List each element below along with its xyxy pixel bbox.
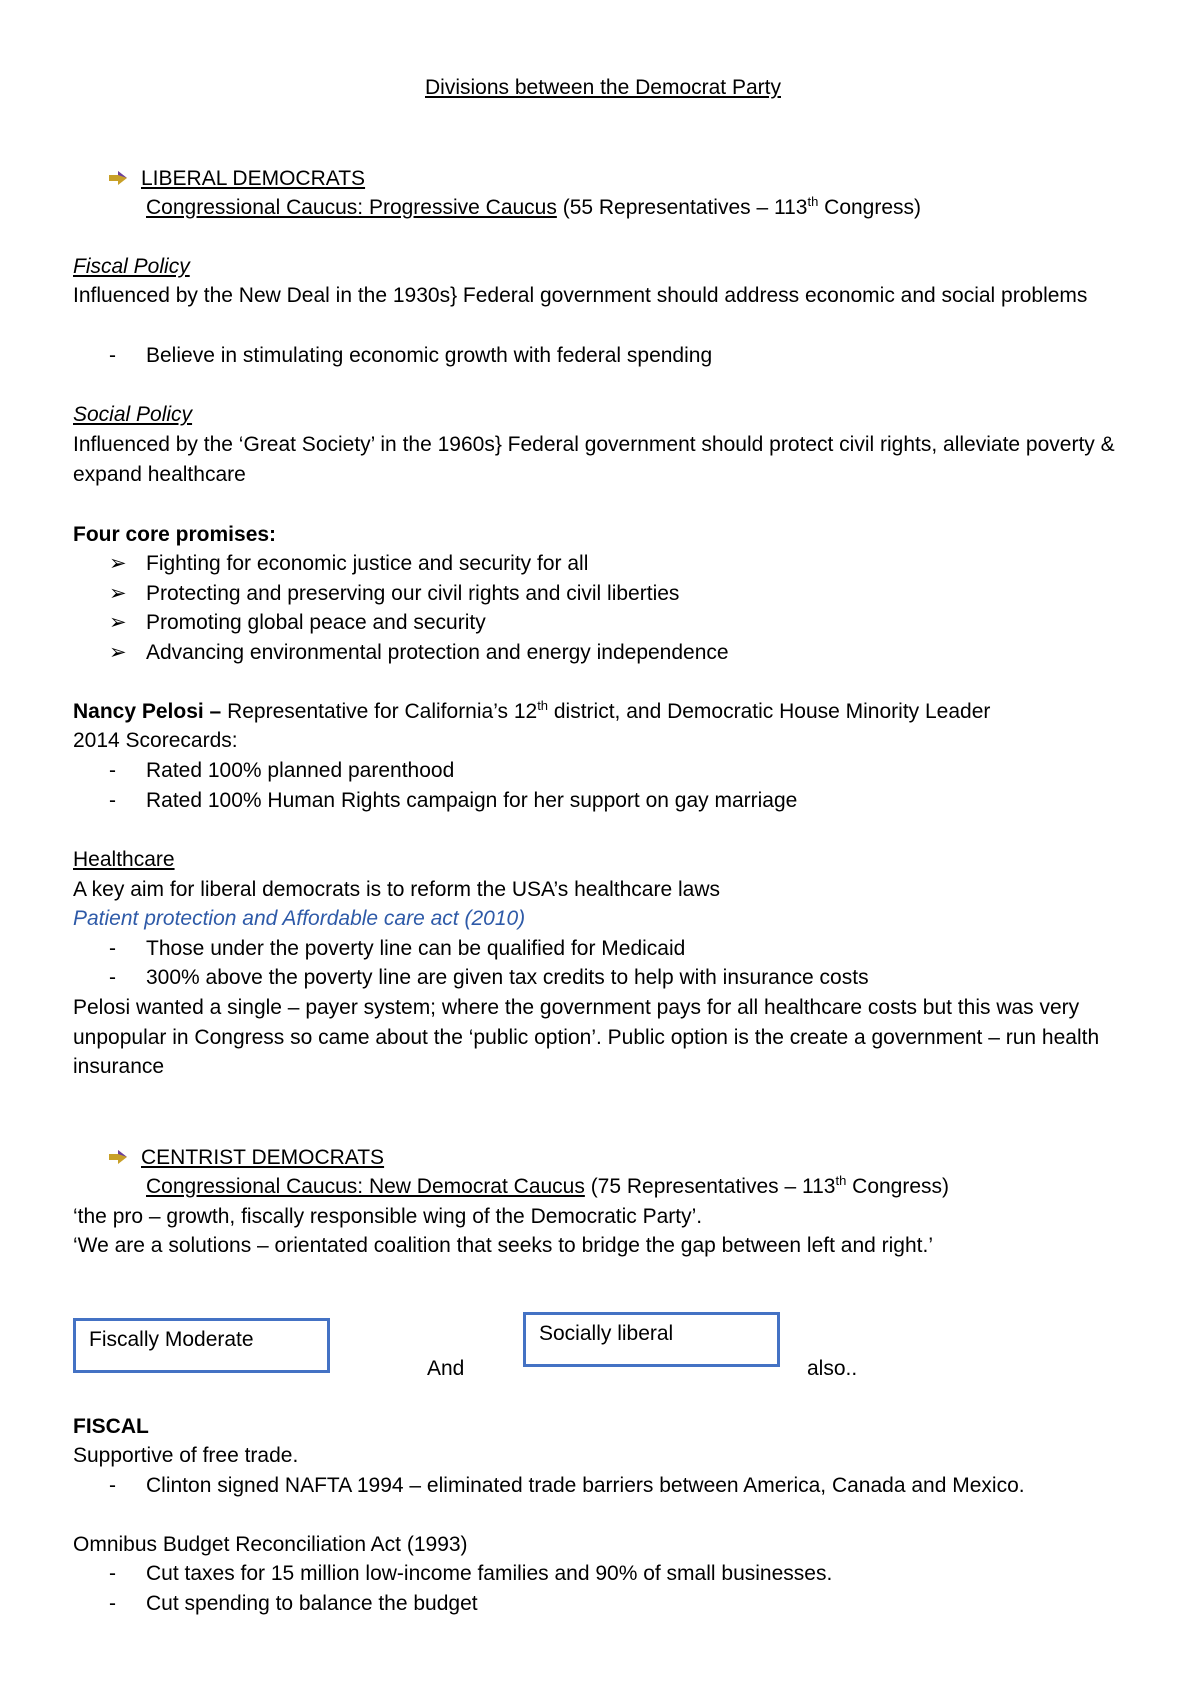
liberal-caucus-count: (55 Representatives – 113 [556,196,808,219]
scorecards-label: 2014 Scorecards: [73,729,238,752]
centrist-caucus-line [146,1172,949,1202]
arrow-bullet-icon: ➢ [109,582,127,605]
liberal-caucus-line [146,193,921,223]
list-item-text: Advancing environmental protection and energy independence [146,641,729,664]
dash-icon: - [109,759,116,782]
social-policy-heading: Social Policy [73,403,193,426]
centrist-quote-1: ‘the pro – growth, fiscally responsible wing of the Democratic Party’. [73,1205,703,1228]
pelosi-name: Nancy Pelosi – [73,700,228,723]
page-title: Divisions between the Democrat Party [425,76,781,99]
pelosi-sup: th [537,698,549,713]
fiscal-text: Supportive of free trade. [73,1444,299,1467]
dash-icon: - [109,937,116,960]
pelosi-role: Representative for California’s 12 [227,700,538,723]
list-item-text: Protecting and preserving our civil rights and civil liberties [146,582,680,605]
centrist-quote-2: ‘We are a solutions – orientated coalition that seeks to bridge the gap between left and right.’ [73,1234,933,1257]
dash-icon: - [109,1474,116,1497]
section-heading-liberal [109,164,365,194]
list-item [109,341,712,371]
dash-icon: - [109,966,116,989]
centrist-caucus-link: Congressional Caucus: New Democrat Caucus [146,1175,585,1198]
arrow-bullet-icon: ➢ [109,552,127,575]
list-item [109,1559,832,1589]
list-item [109,579,679,609]
arrow-bullet-icon: ➢ [109,611,127,634]
section-arrow-icon [109,164,141,194]
healthcare-text: A key aim for liberal democrats is to reform the USA’s healthcare laws [73,878,720,901]
list-item [109,1589,478,1619]
fiscal-heading: FISCAL [73,1415,149,1438]
list-item-text: Rated 100% planned parenthood [146,759,455,782]
list-item [109,549,588,579]
list-item [109,963,869,993]
list-item [109,638,729,668]
socially-liberal-box: Socially liberal [523,1312,780,1367]
pelosi-line [73,697,990,727]
list-item-text: Fighting for economic justice and security for all [146,552,589,575]
fiscally-moderate-box: Fiscally Moderate [73,1318,330,1373]
section-arrow-icon [109,1143,141,1173]
list-item [109,756,454,786]
list-item-text: Believe in stimulating economic growth with federal spending [146,344,713,367]
centrist-caucus-sup: th [835,1173,847,1188]
list-item [109,1471,1025,1501]
list-item [109,934,685,964]
dash-icon: - [109,789,116,812]
arrow-bullet-icon: ➢ [109,641,127,664]
and-label: And [427,1357,465,1380]
liberal-caucus-link: Congressional Caucus: Progressive Caucus [146,196,557,219]
liberal-caucus-sup: th [807,194,819,209]
list-item [109,786,797,816]
list-item [109,608,486,638]
omnibus-heading: Omnibus Budget Reconciliation Act (1993) [73,1533,468,1556]
social-policy-text: Influenced by the ‘Great Society’ in the 1960s} Federal government should protect civil rights, alleviate poverty & expand healthcare [73,433,1115,486]
dash-icon: - [109,1592,116,1615]
also-label: also.. [807,1357,858,1380]
fiscal-policy-text: Influenced by the New Deal in the 1930s} Federal government should address economic and social problems [73,284,1088,307]
fiscal-policy-heading: Fiscal Policy [73,255,190,278]
liberal-caucus-congress: Congress) [818,196,922,219]
centrist-caucus-congress: Congress) [846,1175,950,1198]
list-item-text: Cut spending to balance the budget [146,1592,478,1615]
list-item-text: Promoting global peace and security [146,611,486,634]
dash-icon: - [109,1562,116,1585]
promises-heading: Four core promises: [73,523,277,546]
pelosi-role-rest: district, and Democratic House Minority Leader [548,700,991,723]
list-item-text: Those under the poverty line can be qualified for Medicaid [146,937,686,960]
healthcare-paragraph: Pelosi wanted a single – payer system; where the government pays for all healthcare costs but this was very unpopular in Congress so came about the ‘public option’. Public option is the create a government – run health insurance [73,996,1100,1078]
dash-icon: - [109,344,116,367]
list-item-text: Clinton signed NAFTA 1994 – eliminated trade barriers between America, Canada and Mexico. [146,1474,1025,1497]
centrist-heading: CENTRIST DEMOCRATS [141,1146,385,1169]
list-item-text: Rated 100% Human Rights campaign for her support on gay marriage [146,789,798,812]
healthcare-heading: Healthcare [73,848,175,871]
section-heading-centrist [109,1143,384,1173]
liberal-heading: LIBERAL DEMOCRATS [141,167,366,190]
healthcare-act: Patient protection and Affordable care act (2010) [73,907,526,930]
centrist-caucus-count: (75 Representatives – 113 [584,1175,836,1198]
list-item-text: 300% above the poverty line are given tax credits to help with insurance costs [146,966,869,989]
list-item-text: Cut taxes for 15 million low-income families and 90% of small businesses. [146,1562,833,1585]
